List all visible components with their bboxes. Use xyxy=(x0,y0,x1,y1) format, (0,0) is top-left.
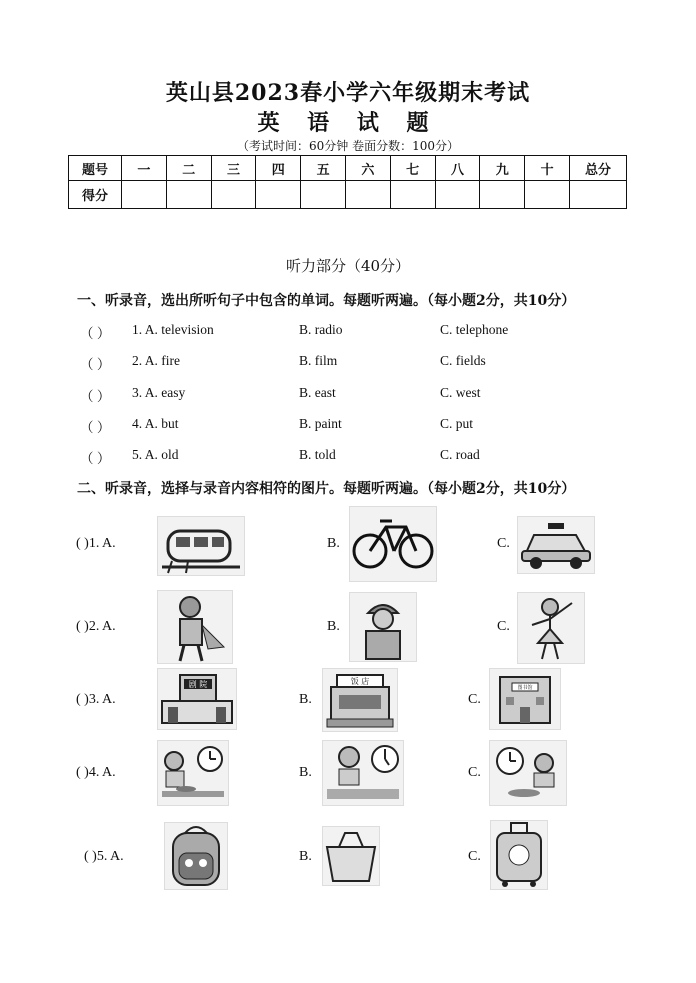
option-b: B. paint xyxy=(299,416,342,431)
score-input-cell[interactable] xyxy=(301,181,346,209)
option-c: C. west xyxy=(440,385,481,400)
score-input-cell[interactable] xyxy=(256,181,301,209)
pic-option-label: B. xyxy=(299,849,312,864)
option-a: 4. A. but xyxy=(132,416,179,431)
score-header-cell: 六 xyxy=(345,156,390,181)
pic-option-label: C. xyxy=(497,619,510,634)
score-header-cell: 十 xyxy=(525,156,570,181)
score-header-cell: 七 xyxy=(390,156,435,181)
score-input-cell[interactable] xyxy=(122,181,167,209)
score-input-cell[interactable] xyxy=(480,181,525,209)
part2-heading: 二、听录音，选择与录音内容相符的图片。每题听两遍。（每小题2分，共10分） xyxy=(77,481,576,497)
restaurant-sign: 饭 店 xyxy=(350,677,370,686)
score-header-cell: 题号 xyxy=(69,156,122,181)
pic-option-label: C. xyxy=(468,849,481,864)
man-teacher-icon[interactable] xyxy=(157,590,233,664)
pic-option-label: B. xyxy=(299,765,312,780)
dancer-icon[interactable] xyxy=(517,592,585,664)
score-table-score-row xyxy=(69,181,627,209)
option-c: C. telephone xyxy=(440,322,509,337)
answer-blank[interactable]: （ ） xyxy=(80,451,111,466)
option-c: C. road xyxy=(440,447,480,462)
library-building-icon[interactable] xyxy=(489,668,561,730)
score-input-cell[interactable] xyxy=(166,181,211,209)
score-header-cell: 五 xyxy=(301,156,346,181)
score-table-header-row xyxy=(69,156,627,181)
backpack-icon[interactable] xyxy=(164,822,228,890)
pic-question-label: ( )4. A. xyxy=(76,765,116,780)
boy-breakfast-clock-icon[interactable] xyxy=(157,740,229,806)
listening-section-title: 听力部分（40分） xyxy=(285,257,411,275)
bicycle-icon[interactable] xyxy=(349,506,437,582)
score-input-cell[interactable] xyxy=(345,181,390,209)
answer-blank[interactable]: （ ） xyxy=(80,357,111,372)
pic-option-label: B. xyxy=(327,536,340,551)
answer-blank[interactable]: （ ） xyxy=(80,420,111,435)
pic-question-label: ( )3. A. xyxy=(76,692,116,707)
score-header-cell: 四 xyxy=(256,156,301,181)
option-a: 2. A. fire xyxy=(132,353,180,368)
score-input-cell[interactable] xyxy=(570,181,627,209)
pic-question-label: ( )2. A. xyxy=(76,619,116,634)
option-b: B. told xyxy=(299,447,336,462)
pic-question-label: ( )1. A. xyxy=(76,536,116,551)
option-b: B. film xyxy=(299,353,338,368)
library-sign: 图书馆 xyxy=(517,685,533,691)
pic-option-label: B. xyxy=(327,619,340,634)
score-header-cell: 八 xyxy=(435,156,480,181)
score-input-cell[interactable] xyxy=(525,181,570,209)
option-c: C. put xyxy=(440,416,474,431)
question-row xyxy=(80,353,640,373)
score-header-cell: 二 xyxy=(166,156,211,181)
girl-dinner-clock-icon[interactable] xyxy=(489,740,567,806)
suitcase-icon[interactable] xyxy=(490,820,548,890)
cinema-building-icon[interactable] xyxy=(157,668,237,730)
option-c: C. fields xyxy=(440,353,486,368)
score-header-cell: 三 xyxy=(211,156,256,181)
question-row xyxy=(80,416,640,436)
score-label-cell: 得分 xyxy=(69,181,122,209)
exam-meta: （考试时间：60分钟 卷面分数：100分） xyxy=(237,139,459,153)
question-row xyxy=(80,447,640,467)
pic-option-label: C. xyxy=(468,692,481,707)
question-row xyxy=(80,385,640,405)
answer-blank[interactable]: （ ） xyxy=(80,389,111,404)
worker-icon[interactable] xyxy=(349,592,417,662)
exam-title: 英山县2023春小学六年级期末考试 xyxy=(165,80,531,106)
pic-option-label: C. xyxy=(468,765,481,780)
question-row xyxy=(80,322,640,342)
score-table xyxy=(68,155,627,209)
pic-question-label: ( )5. A. xyxy=(84,849,124,864)
score-input-cell[interactable] xyxy=(435,181,480,209)
score-header-cell: 总分 xyxy=(570,156,627,181)
option-b: B. radio xyxy=(299,322,343,337)
pic-option-label: C. xyxy=(497,536,510,551)
girl-meal-clock-icon[interactable] xyxy=(322,740,404,806)
tote-bag-icon[interactable] xyxy=(322,826,380,886)
train-icon[interactable] xyxy=(157,516,245,576)
score-input-cell[interactable] xyxy=(211,181,256,209)
exam-subtitle: 英 语 试 题 xyxy=(257,110,439,136)
answer-blank[interactable]: （ ） xyxy=(80,326,111,341)
pic-option-label: B. xyxy=(299,692,312,707)
option-a: 3. A. easy xyxy=(132,385,186,400)
option-a: 5. A. old xyxy=(132,447,179,462)
option-a: 1. A. television xyxy=(132,322,214,337)
score-input-cell[interactable] xyxy=(390,181,435,209)
taxi-icon[interactable] xyxy=(517,516,595,574)
score-header-cell: 九 xyxy=(480,156,525,181)
restaurant-building-icon[interactable] xyxy=(322,668,398,732)
part1-heading: 一、听录音，选出所听句子中包含的单词。每题听两遍。（每小题2分，共10分） xyxy=(77,293,576,309)
score-header-cell: 一 xyxy=(122,156,167,181)
cinema-sign: 剧 院 xyxy=(188,680,208,689)
option-b: B. east xyxy=(299,385,336,400)
